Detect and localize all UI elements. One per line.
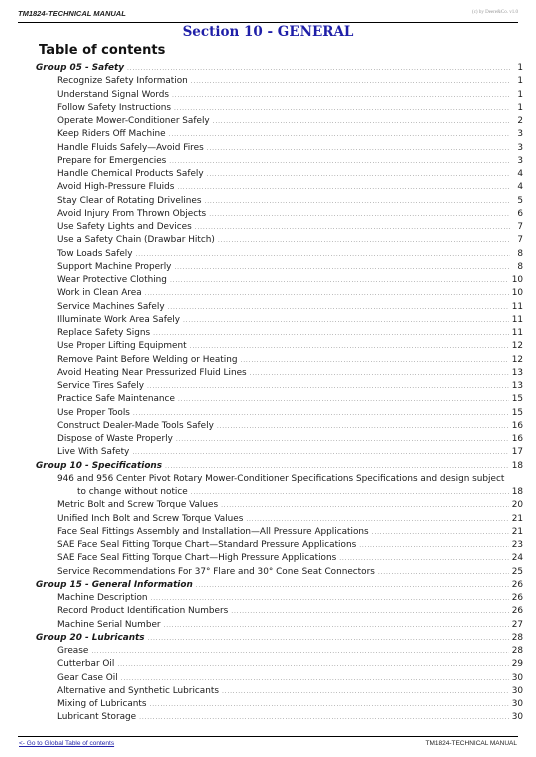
toc-item-label[interactable]: Use Proper Lifting Equipment	[57, 341, 187, 352]
toc-item-label[interactable]: Avoid Heating Near Pressurized Fluid Lines	[57, 367, 247, 378]
toc-item-label[interactable]: Prepare for Emergencies	[57, 155, 167, 166]
toc-item-row[interactable]	[36, 115, 523, 128]
toc-page-number: 10	[511, 288, 523, 299]
toc-item-row[interactable]	[36, 340, 523, 353]
dot-leader	[191, 486, 509, 499]
dot-leader	[217, 420, 509, 433]
toc-item-label[interactable]: Practice Safe Maintenance	[57, 394, 175, 405]
toc-item-label[interactable]: Operate Mower-Conditioner Safely	[57, 116, 210, 126]
toc-page-number: 30	[511, 699, 523, 709]
dot-leader	[213, 115, 510, 128]
toc-page-number: 12	[511, 354, 523, 365]
toc-item-row[interactable]	[36, 367, 523, 380]
toc-item-row[interactable]	[36, 552, 523, 565]
toc-item-label[interactable]: Service Tires Safely	[57, 381, 144, 391]
toc-group-label[interactable]: Group 05 - Safety	[36, 63, 125, 73]
dot-leader	[221, 499, 509, 512]
dot-leader	[133, 407, 509, 420]
dot-leader	[170, 274, 509, 287]
toc-group-row[interactable]	[36, 62, 523, 75]
toc-page-number: 16	[511, 434, 523, 444]
dot-leader	[250, 367, 509, 380]
toc-page-number: 3	[517, 142, 523, 153]
toc-page-number: 11	[511, 314, 523, 325]
toc-item-row[interactable]	[36, 619, 523, 632]
dot-leader	[359, 539, 509, 552]
toc-page-number: 13	[511, 367, 523, 378]
toc-item-label[interactable]: Wear Protective Clothing	[57, 275, 167, 285]
toc-item-row[interactable]	[36, 314, 523, 327]
toc-item-row[interactable]	[36, 155, 523, 168]
toc-page-number: 15	[511, 407, 523, 418]
dot-leader	[207, 142, 510, 155]
toc-page-number: 16	[511, 420, 523, 431]
toc-item-row[interactable]	[36, 248, 523, 261]
toc-item-row[interactable]	[36, 420, 523, 433]
dot-leader	[372, 526, 509, 539]
toc-item-label[interactable]: Remove Paint Before Welding or Heating	[57, 354, 238, 365]
toc-page-number: 11	[511, 328, 523, 338]
toc-item-row[interactable]	[36, 168, 523, 181]
toc-page-number: 13	[511, 381, 523, 391]
dot-leader	[165, 460, 509, 473]
toc-item-label[interactable]: Gear Case Oil	[57, 672, 118, 683]
toc-item-label[interactable]: Mixing of Lubricants	[57, 699, 147, 709]
toc-page-number: 29	[511, 659, 523, 670]
toc-item-label[interactable]: Use Safety Lights and Devices	[57, 222, 192, 232]
toc-item-label[interactable]: Work in Clean Area	[57, 288, 142, 299]
dot-leader	[209, 208, 510, 221]
dot-leader	[190, 340, 509, 353]
toc-group-label[interactable]: Group 10 - Specifications	[36, 460, 163, 471]
toc-item-label[interactable]: Illuminate Work Area Safely	[57, 314, 181, 325]
toc-item-row[interactable]	[36, 102, 523, 115]
toc-item-row[interactable]	[36, 433, 523, 446]
dot-leader	[174, 102, 510, 115]
toc-item-row[interactable]	[36, 446, 523, 459]
toc-item-label[interactable]: Use Proper Tools	[57, 407, 130, 418]
dot-leader	[153, 327, 509, 340]
toc-page-number: 7	[517, 235, 523, 246]
dot-leader	[204, 195, 510, 208]
dot-leader	[207, 168, 510, 181]
section-title: Section 10 - GENERAL	[182, 24, 354, 40]
footer-divider	[18, 736, 518, 737]
toc-item-label[interactable]: Handle Fluids Safely—Avoid Fires	[57, 142, 204, 153]
toc-item-row[interactable]	[36, 711, 523, 724]
toc-page-number: 21	[511, 526, 523, 537]
toc-page-number: 18	[511, 487, 523, 497]
toc-page-number: 18	[511, 460, 523, 471]
toc-page-number: 1	[517, 63, 523, 73]
toc-item-label[interactable]: Lubricant Storage	[57, 712, 137, 723]
toc-page-number: 30	[511, 672, 523, 683]
toc-item-row[interactable]	[36, 526, 523, 539]
toc-item-label[interactable]: Stay Clear of Rotating Drivelines	[57, 195, 202, 206]
dot-leader	[121, 672, 509, 685]
toc-page-number: 26	[511, 593, 523, 603]
dot-leader	[178, 393, 509, 406]
toc-item-label[interactable]: Metric Bolt and Screw Torque Values	[57, 500, 219, 511]
toc-group-label[interactable]: Group 20 - Lubricants	[36, 632, 145, 643]
toc-item-row[interactable]	[36, 195, 523, 208]
header-copyright: (c) by Deere&Co. v1.0	[472, 10, 518, 15]
table-of-contents	[36, 62, 523, 725]
toc-page-number: 20	[511, 500, 523, 511]
toc-group-row[interactable]	[36, 460, 523, 473]
toc-page-number: 8	[517, 261, 523, 272]
toc-item-label[interactable]: Understand Signal Words	[57, 89, 170, 100]
toc-page-number: 28	[511, 646, 523, 656]
toc-item-label[interactable]: Replace Safety Signs	[57, 328, 151, 338]
dot-leader	[246, 513, 508, 526]
toc-item-row[interactable]	[36, 128, 523, 141]
dot-leader	[147, 380, 509, 393]
toc-page-number: 5	[517, 195, 523, 206]
toc-item-label[interactable]: Alternative and Synthetic Lubricants	[57, 685, 219, 696]
toc-page-number: 26	[511, 579, 523, 590]
toc-page-number: 10	[511, 275, 523, 285]
toc-item-row[interactable]	[36, 672, 523, 685]
toc-page-number: 26	[511, 606, 523, 617]
toc-item-label[interactable]: Avoid Injury From Thrown Objects	[57, 208, 207, 219]
dot-leader	[196, 579, 509, 592]
toc-page-number: 25	[511, 566, 523, 577]
toc-item-row[interactable]	[36, 393, 523, 406]
toc-item-label-continuation[interactable]: to change without notice	[77, 487, 188, 497]
toc-item-row[interactable]	[36, 301, 523, 314]
toc-item-label[interactable]: Support Machine Properly	[57, 261, 172, 272]
toc-item-row[interactable]	[36, 327, 523, 340]
dot-leader	[222, 685, 509, 698]
toc-item-label[interactable]: Keep Riders Off Machine	[57, 129, 166, 140]
toc-item-label[interactable]: Follow Safety Instructions	[57, 102, 171, 113]
header-bar	[18, 9, 518, 21]
dot-leader	[139, 711, 509, 724]
toc-item-row[interactable]	[36, 592, 523, 605]
toc-group-row[interactable]	[36, 632, 523, 645]
toc-item-label[interactable]: Grease	[57, 646, 89, 656]
toc-page-number: 7	[517, 222, 523, 232]
toc-item-label[interactable]: Tow Loads Safely	[57, 248, 133, 259]
footer-manual-id: TM1824-TECHNICAL MANUAL	[425, 740, 517, 747]
toc-item-row[interactable]	[36, 208, 523, 221]
dot-leader	[127, 62, 510, 75]
toc-item-label[interactable]: Service Machines Safely	[57, 301, 165, 312]
dot-leader	[136, 248, 510, 261]
toc-item-label[interactable]: Unified Inch Bolt and Screw Torque Values	[57, 513, 244, 524]
toc-item-row[interactable]	[36, 605, 523, 618]
toc-item-row[interactable]	[36, 658, 523, 671]
global-toc-link[interactable]: <- Go to Global Table of contents	[19, 740, 115, 747]
toc-item-row[interactable]	[36, 234, 523, 247]
toc-title: Table of contents	[39, 43, 166, 58]
toc-page-number: 28	[511, 632, 523, 643]
toc-item-row[interactable]	[36, 354, 523, 367]
toc-item-label[interactable]: Handle Chemical Products Safely	[57, 169, 204, 179]
toc-page-number: 30	[511, 685, 523, 696]
dot-leader	[174, 261, 510, 274]
toc-item-row[interactable]	[36, 287, 523, 300]
toc-item-row[interactable]	[36, 473, 523, 500]
toc-item-label[interactable]: Construct Dealer-Made Tools Safely	[57, 420, 214, 431]
toc-item-row[interactable]	[36, 181, 523, 194]
toc-item-row[interactable]	[36, 698, 523, 711]
toc-group-row[interactable]	[36, 579, 523, 592]
dot-leader	[176, 433, 509, 446]
toc-item-row[interactable]	[36, 685, 523, 698]
toc-item-label[interactable]: SAE Face Seal Fitting Torque Chart—High Pressure Applications	[57, 553, 337, 564]
toc-page-number: 6	[517, 208, 523, 219]
toc-item-row[interactable]	[36, 539, 523, 552]
toc-page-number: 2	[517, 116, 523, 126]
toc-page-number: 4	[517, 182, 523, 193]
dot-leader	[172, 89, 510, 102]
toc-item-label[interactable]: SAE Face Seal Fitting Torque Chart—Standard Pressure Applications	[57, 540, 357, 550]
dot-leader	[169, 155, 510, 168]
toc-item-label[interactable]: Machine Description	[57, 593, 148, 603]
toc-item-row[interactable]	[36, 261, 523, 274]
toc-item-row[interactable]	[36, 75, 523, 88]
toc-item-label[interactable]: Dispose of Waste Properly	[57, 434, 173, 444]
toc-item-label[interactable]: Machine Serial Number	[57, 619, 161, 630]
toc-item-label[interactable]: Avoid High-Pressure Fluids	[57, 182, 175, 193]
toc-page-number: 4	[517, 169, 523, 179]
toc-page-number: 21	[511, 513, 523, 524]
dot-leader	[218, 234, 510, 247]
toc-item-row[interactable]	[36, 221, 523, 234]
dot-leader	[195, 221, 510, 234]
toc-page-number: 12	[511, 341, 523, 352]
toc-item-label[interactable]: Recognize Safety Information	[57, 76, 188, 87]
dot-leader	[164, 619, 509, 632]
header-manual-id: TM1824-TECHNICAL MANUAL	[18, 9, 126, 18]
dot-leader	[117, 658, 508, 671]
dot-leader	[145, 287, 509, 300]
toc-page-number: 27	[511, 619, 523, 630]
toc-item-row[interactable]	[36, 89, 523, 102]
toc-item-label[interactable]: 946 and 956 Center Pivot Rotary Mower-Conditioner Specifications Specifications and design subject	[57, 473, 505, 484]
dot-leader	[151, 592, 509, 605]
toc-page-number: 17	[511, 447, 523, 458]
dot-leader	[231, 605, 508, 618]
dot-leader	[168, 301, 509, 314]
toc-item-row[interactable]	[36, 274, 523, 287]
toc-item-row[interactable]	[36, 513, 523, 526]
toc-item-row[interactable]	[36, 499, 523, 512]
toc-item-row[interactable]	[36, 380, 523, 393]
toc-item-row[interactable]	[36, 645, 523, 658]
toc-page-number: 3	[517, 129, 523, 140]
dot-leader	[191, 75, 510, 88]
toc-item-label[interactable]: Cutterbar Oil	[57, 659, 115, 670]
toc-page-number: 23	[511, 540, 523, 550]
toc-item-label[interactable]: Record Product Identification Numbers	[57, 606, 229, 617]
dot-leader	[150, 698, 509, 711]
toc-item-label[interactable]: Use a Safety Chain (Drawbar Hitch)	[57, 235, 215, 246]
dot-leader	[183, 314, 509, 327]
dot-leader	[169, 128, 510, 141]
dot-leader	[91, 645, 508, 658]
toc-page-number: 1	[517, 89, 523, 100]
toc-page-number: 1	[517, 102, 523, 113]
dot-leader	[339, 552, 508, 565]
toc-item-label[interactable]: Service Recommendations For 37° Flare and 30° Cone Seat Connectors	[57, 566, 375, 577]
toc-item-label[interactable]: Face Seal Fittings Assembly and Installation—All Pressure Applications	[57, 526, 369, 537]
dot-leader	[241, 354, 509, 367]
dot-leader	[132, 446, 508, 459]
toc-page-number: 11	[511, 301, 523, 312]
toc-page-number: 8	[517, 248, 523, 259]
header-divider	[18, 22, 518, 23]
toc-page-number: 15	[511, 394, 523, 405]
toc-item-row[interactable]	[36, 407, 523, 420]
toc-page-number: 24	[511, 553, 523, 564]
toc-page-number: 30	[511, 712, 523, 723]
dot-leader	[148, 632, 509, 645]
toc-page-number: 1	[517, 76, 523, 87]
toc-page-number: 3	[517, 155, 523, 166]
dot-leader	[177, 181, 510, 194]
toc-item-label[interactable]: Live With Safety	[57, 447, 130, 458]
toc-group-label[interactable]: Group 15 - General Information	[36, 579, 193, 590]
dot-leader	[378, 566, 509, 579]
toc-item-row[interactable]	[36, 142, 523, 155]
toc-item-row[interactable]	[36, 566, 523, 579]
